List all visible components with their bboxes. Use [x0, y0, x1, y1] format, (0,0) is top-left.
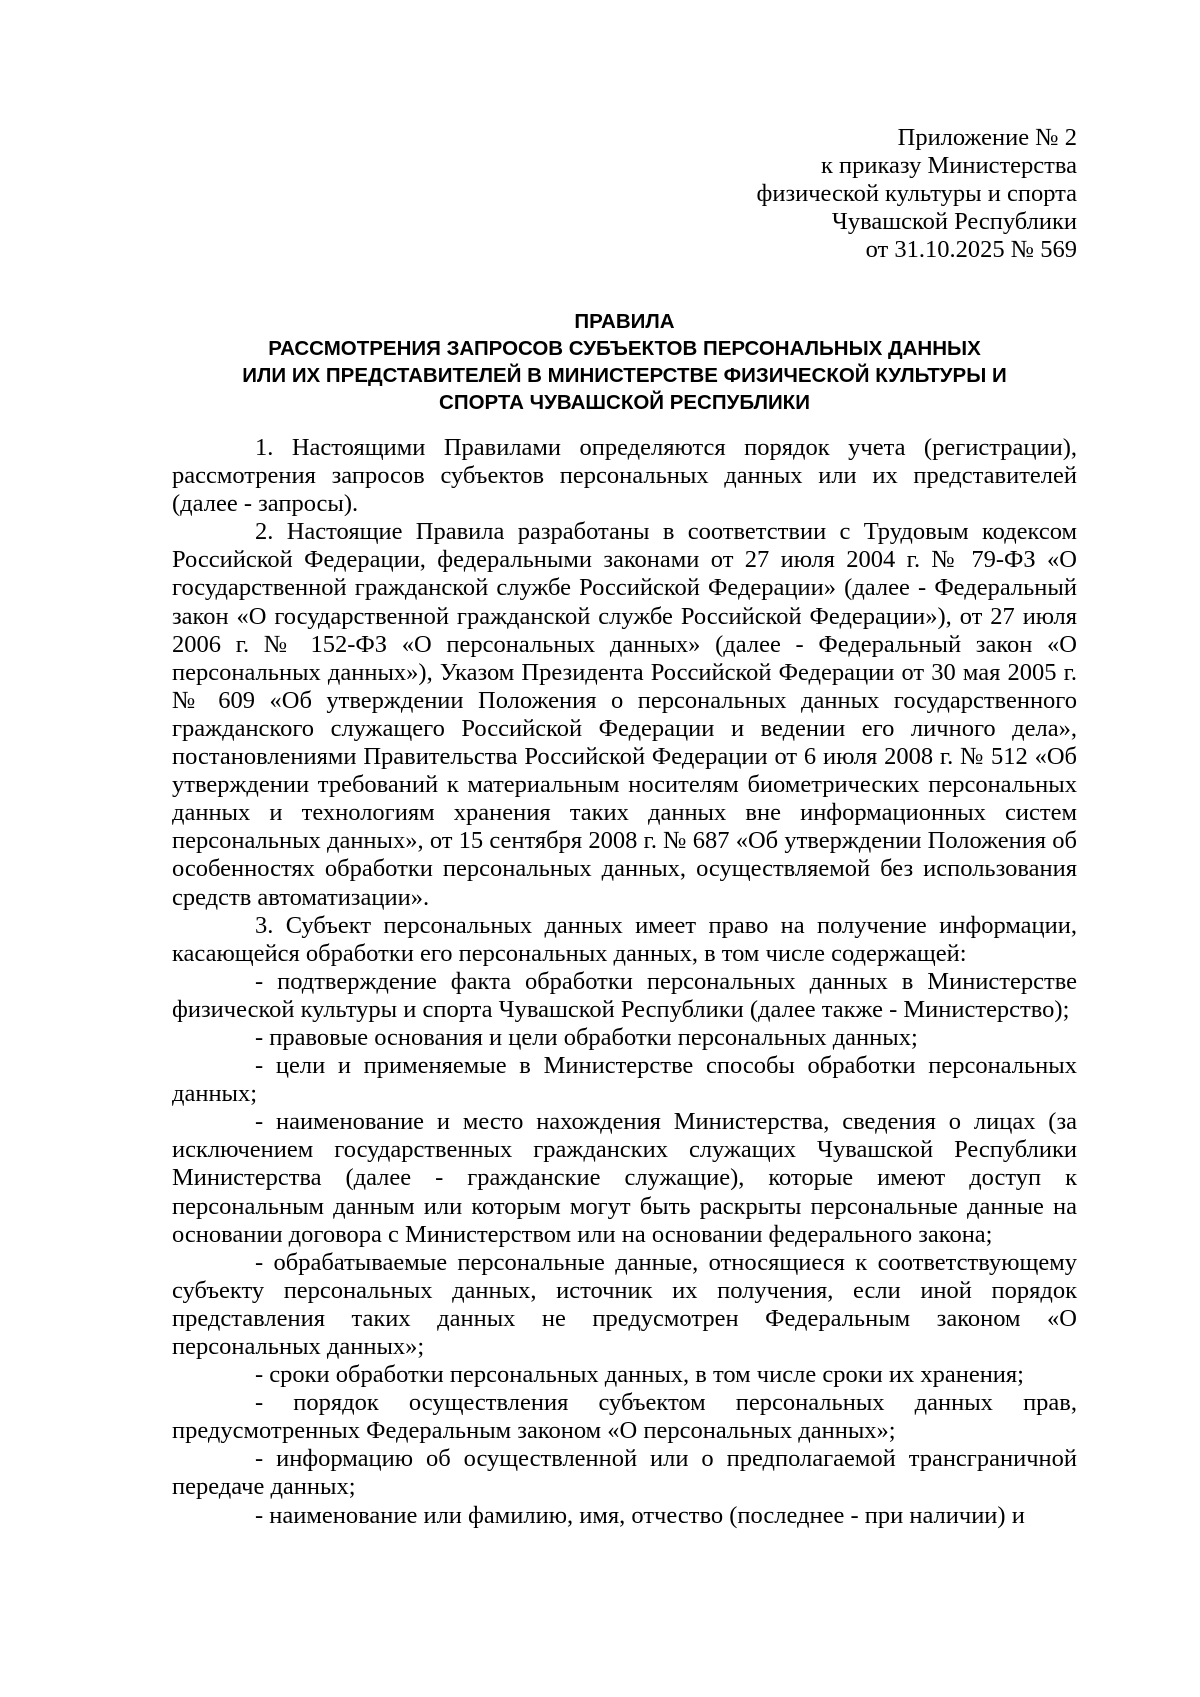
paragraph: - обрабатываемые персональные данные, относящиеся к соответствующему субъекту персональных данных, источник их получения, если иной порядок представления таких данных не предусмотрен Федеральным законом «О персональных данных»;	[172, 1248, 1077, 1360]
paragraph: - порядок осуществления субъектом персональных данных прав, предусмотренных Федеральным законом «О персональных данных»;	[172, 1389, 1077, 1445]
appendix-line: Приложение № 2	[897, 124, 1077, 151]
paragraph: 1. Настоящими Правилами определяются порядок учета (регистрации), рассмотрения запросов субъектов персональных данных или их представителей (далее - запросы).	[172, 434, 1077, 518]
appendix-line: от 31.10.2025 № 569	[865, 236, 1077, 263]
appendix-line: к приказу Министерства	[821, 152, 1077, 179]
title-line: СПОРТА ЧУВАШСКОЙ РЕСПУБЛИКИ	[439, 391, 810, 414]
paragraph: 3. Субъект персональных данных имеет право на получение информации, касающейся обработки его персональных данных, в том числе содержащей:	[172, 911, 1077, 967]
appendix-line: физической культуры и спорта	[756, 180, 1077, 207]
document-title	[172, 308, 1077, 416]
paragraph: - сроки обработки персональных данных, в том числе сроки их хранения;	[255, 1361, 1024, 1389]
document-body	[172, 434, 1077, 1530]
title-line: ИЛИ ИХ ПРЕДСТАВИТЕЛЕЙ В МИНИСТЕРСТВЕ ФИЗИЧЕСКОЙ КУЛЬТУРЫ И	[242, 364, 1007, 387]
appendix-line: Чувашской Республики	[831, 208, 1077, 235]
title-line: РАССМОТРЕНИЯ ЗАПРОСОВ СУБЪЕКТОВ ПЕРСОНАЛЬНЫХ ДАННЫХ	[268, 337, 981, 360]
paragraph: - правовые основания и цели обработки персональных данных;	[255, 1023, 918, 1051]
paragraph: - цели и применяемые в Министерстве способы обработки персональных данных;	[172, 1052, 1077, 1108]
paragraph: - информацию об осуществленной или о предполагаемой трансграничной передаче данных;	[172, 1445, 1077, 1501]
paragraph: - наименование и место нахождения Министерства, сведения о лицах (за исключением государственных гражданских служащих Чувашской Республики Министерства (далее - гражданские служащие), которые имеют доступ к персональным данным или которым могут быть раскрыты персональные данные на основании договора с Министерством или на основании федерального закона;	[172, 1108, 1077, 1248]
paragraph: 2. Настоящие Правила разработаны в соответствии с Трудовым кодексом Российской Федерации, федеральными законами от 27 июля 2004 г. № 79-ФЗ «О государственной гражданской службе Российской Федерации» (далее - Федеральный закон «О государственной гражданской службе Российской Федерации»), от 27 июля 2006 г. № 152-ФЗ «О персональных данных» (далее - Федеральный закон «О персональных данных»), Указом Президента Российской Федерации от 30 мая 2005 г. № 609 «Об утверждении Положения о персональных данных государственного гражданского служащего Российской Федерации и ведении его личного дела», постановлениями Правительства Российской Федерации от 6 июля 2008 г. № 512 «Об утверждении требований к материальным носителям биометрических персональных данных и технологиям хранения таких данных вне информационных систем персональных данных», от 15 сентября 2008 г. № 687 «Об утверждении Положения об особенностях обработки персональных данных, осуществляемой без использования средств автоматизации».	[172, 518, 1077, 911]
paragraph: - наименование или фамилию, имя, отчество (последнее - при наличии) и	[255, 1501, 1025, 1529]
appendix-header	[756, 124, 1077, 264]
title-line: ПРАВИЛА	[574, 310, 675, 333]
paragraph: - подтверждение факта обработки персональных данных в Министерстве физической культуры и спорта Чувашской Республики (далее также - Министерство);	[172, 967, 1077, 1023]
